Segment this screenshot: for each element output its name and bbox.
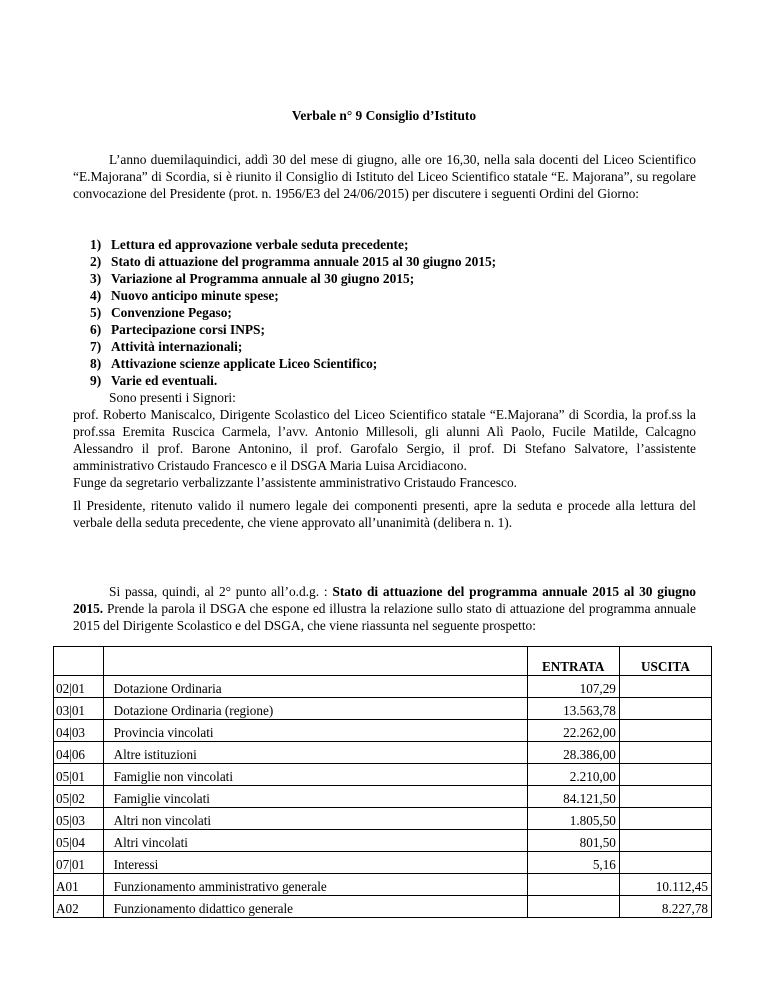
table-row: 05|04 Altri vincolati 801,50 (54, 830, 712, 852)
president-paragraph: Il Presidente, ritenuto valido il numero legale dei componenti presenti, apre la seduta e procede alla lettura del verbale della seduta precedente, che viene approvato all’unanimità (delibera n. 1). (73, 498, 696, 530)
budget-table (53, 646, 712, 918)
document-page: Verbale n° 9 Consiglio d’Istituto L’anno duemilaquindici, addì 30 del mese di giugno, alle ore 16,30, nella sala docenti del Liceo Scientifico “E.Majorana” di Scordia, si è riunito il Consiglio di Istituto del Liceo Scientifico statale “E. Majorana”, su regolare convocazione del Presidente (prot. n. 1956/E3 del 24/06/2015) per discutere i seguenti Ordini del Giorno: 1) Lettura ed approvazione verbale seduta precedente; 2) Stato di attuazione del programma annuale 2015 al 30 giugno 2015; 3) Variazione al Programma annuale al 30 giugno 2015; 4) Nuovo anticipo minute spese; 5) Convenzione Pegaso; 6) Partecipazione corsi INPS; 7) Attività internazionali; 8) Attivazione scienze applicate Liceo Scientifico; 9) Varie ed eventuali. Sono presenti i Signori: prof. Roberto Maniscalco, Dirigente Scolastico del Liceo Scientifico statale “E.Majorana” di Scordia, la prof.ss la prof.ssa Eremita Ruscica Carmela, l’avv. Antonio Millesoli, gli alunni Alì Paolo, Fucile Matilde, Calcagno Alessandro il prof. Barone Antonino, il prof. Garofalo Sergio, il prof. Di Stefano Salvatore, l’assistente amministrativo Cristaudo Francesco e il DSGA Maria Luisa Arcidiacono. Funge da segretario verbalizzante l’assistente amministrativo Cristaudo Francesco. Il Presidente, ritenuto valido il numero legale dei componenti presenti, apre la seduta e procede alla lettura del verbale della seduta precedente, che viene approvato all’unanimità (delibera n. 1). Si passa, quindi, al 2° punto all’o.d.g. : Stato di attuazione del programma annuale 2015 al 30 giugno 2015. Prende la parola il DSGA che espone ed illustra la relazione sullo stato di attuazione del programma annuale 2015 del Dirigente Scolastico e del DSGA, che viene riassunta nel seguente prospetto: ENTRATA USCITA 02|01 Dotazione Ordinaria 107,29 03|01 Dotazione Ordinaria (regione) 13.563,78 04|03 Provincia vincolati 22.262,00 04|06 Altre istituzioni 28.386,00 05|01 Famiglie non vincolati 2.210,00 05|02 Famiglie vincolati 84.121,50 05|03 Altri non vincolati 1.805,50 05|04 Altri vincolati 801,50 07|01 Interessi 5,16 A01 Funzionamento amministrativo generale 10.112,45 A02 Funzionamento didattico generale 8.227,78 (0, 0, 768, 994)
point-2-paragraph: Si passa, quindi, al 2° punto all’o.d.g. : Stato di attuazione del programma annuale 2015 al 30 giugno 2015. Prende la parola il DSGA che espone ed illustra la relazione sullo stato di attuazione del programma annuale 2015 del Dirigente Scolastico e del DSGA, che viene riassunta nel seguente prospetto: (73, 584, 696, 633)
table-row: 03|01 Dotazione Ordinaria (regione) 13.563,78 (54, 698, 712, 720)
table-row: A02 Funzionamento didattico generale 8.227,78 (54, 896, 712, 918)
page-title: Verbale n° 9 Consiglio d’Istituto (291, 108, 477, 123)
attendees-list: prof. Roberto Maniscalco, Dirigente Scolastico del Liceo Scientifico statale “E.Majorana” di Scordia, la prof.ss la prof.ssa Eremita Ruscica Carmela, l’avv. Antonio Millesoli, gli alunni Alì Paolo, Fucile Matilde, Calcagno Alessandro il prof. Barone Antonino, il prof. Garofalo Sergio, il prof. Di Stefano Salvatore, l’assistente amministrativo Cristaudo Francesco e il DSGA Maria Luisa Arcidiacono. (73, 407, 696, 473)
entrata-header: ENTRATA (527, 647, 619, 676)
table-row: 05|01 Famiglie non vincolati 2.210,00 (54, 764, 712, 786)
table-row: 07|01 Interessi 5,16 (54, 852, 712, 874)
table-row: A01 Funzionamento amministrativo generale 10.112,45 (54, 874, 712, 896)
attendees-intro: Sono presenti i Signori: (109, 390, 236, 405)
intro-paragraph: L’anno duemilaquindici, addì 30 del mese di giugno, alle ore 16,30, nella sala docenti del Liceo Scientifico “E.Majorana” di Scordia, si è riunito il Consiglio di Istituto del Liceo Scientifico statale “E. Majorana”, su regolare convocazione del Presidente (prot. n. 1956/E3 del 24/06/2015) per discutere i seguenti Ordini del Giorno: (73, 152, 696, 201)
table-row: 04|06 Altre istituzioni 28.386,00 (54, 742, 712, 764)
uscita-header: USCITA (619, 647, 711, 676)
table-header-row (54, 647, 712, 676)
table-row: 04|03 Provincia vincolati 22.262,00 (54, 720, 712, 742)
table-row: 02|01 Dotazione Ordinaria 107,29 (54, 676, 712, 698)
point-2-heading: Stato di attuazione del programma annuale 2015 al 30 giugno 2015. (73, 584, 696, 616)
table-row: 05|02 Famiglie vincolati 84.121,50 (54, 786, 712, 808)
attendees-section (73, 389, 696, 491)
secretary-note: Funge da segretario verbalizzante l’assistente amministrativo Cristaudo Francesco. (73, 475, 517, 490)
table-row: 05|03 Altri non vincolati 1.805,50 (54, 808, 712, 830)
